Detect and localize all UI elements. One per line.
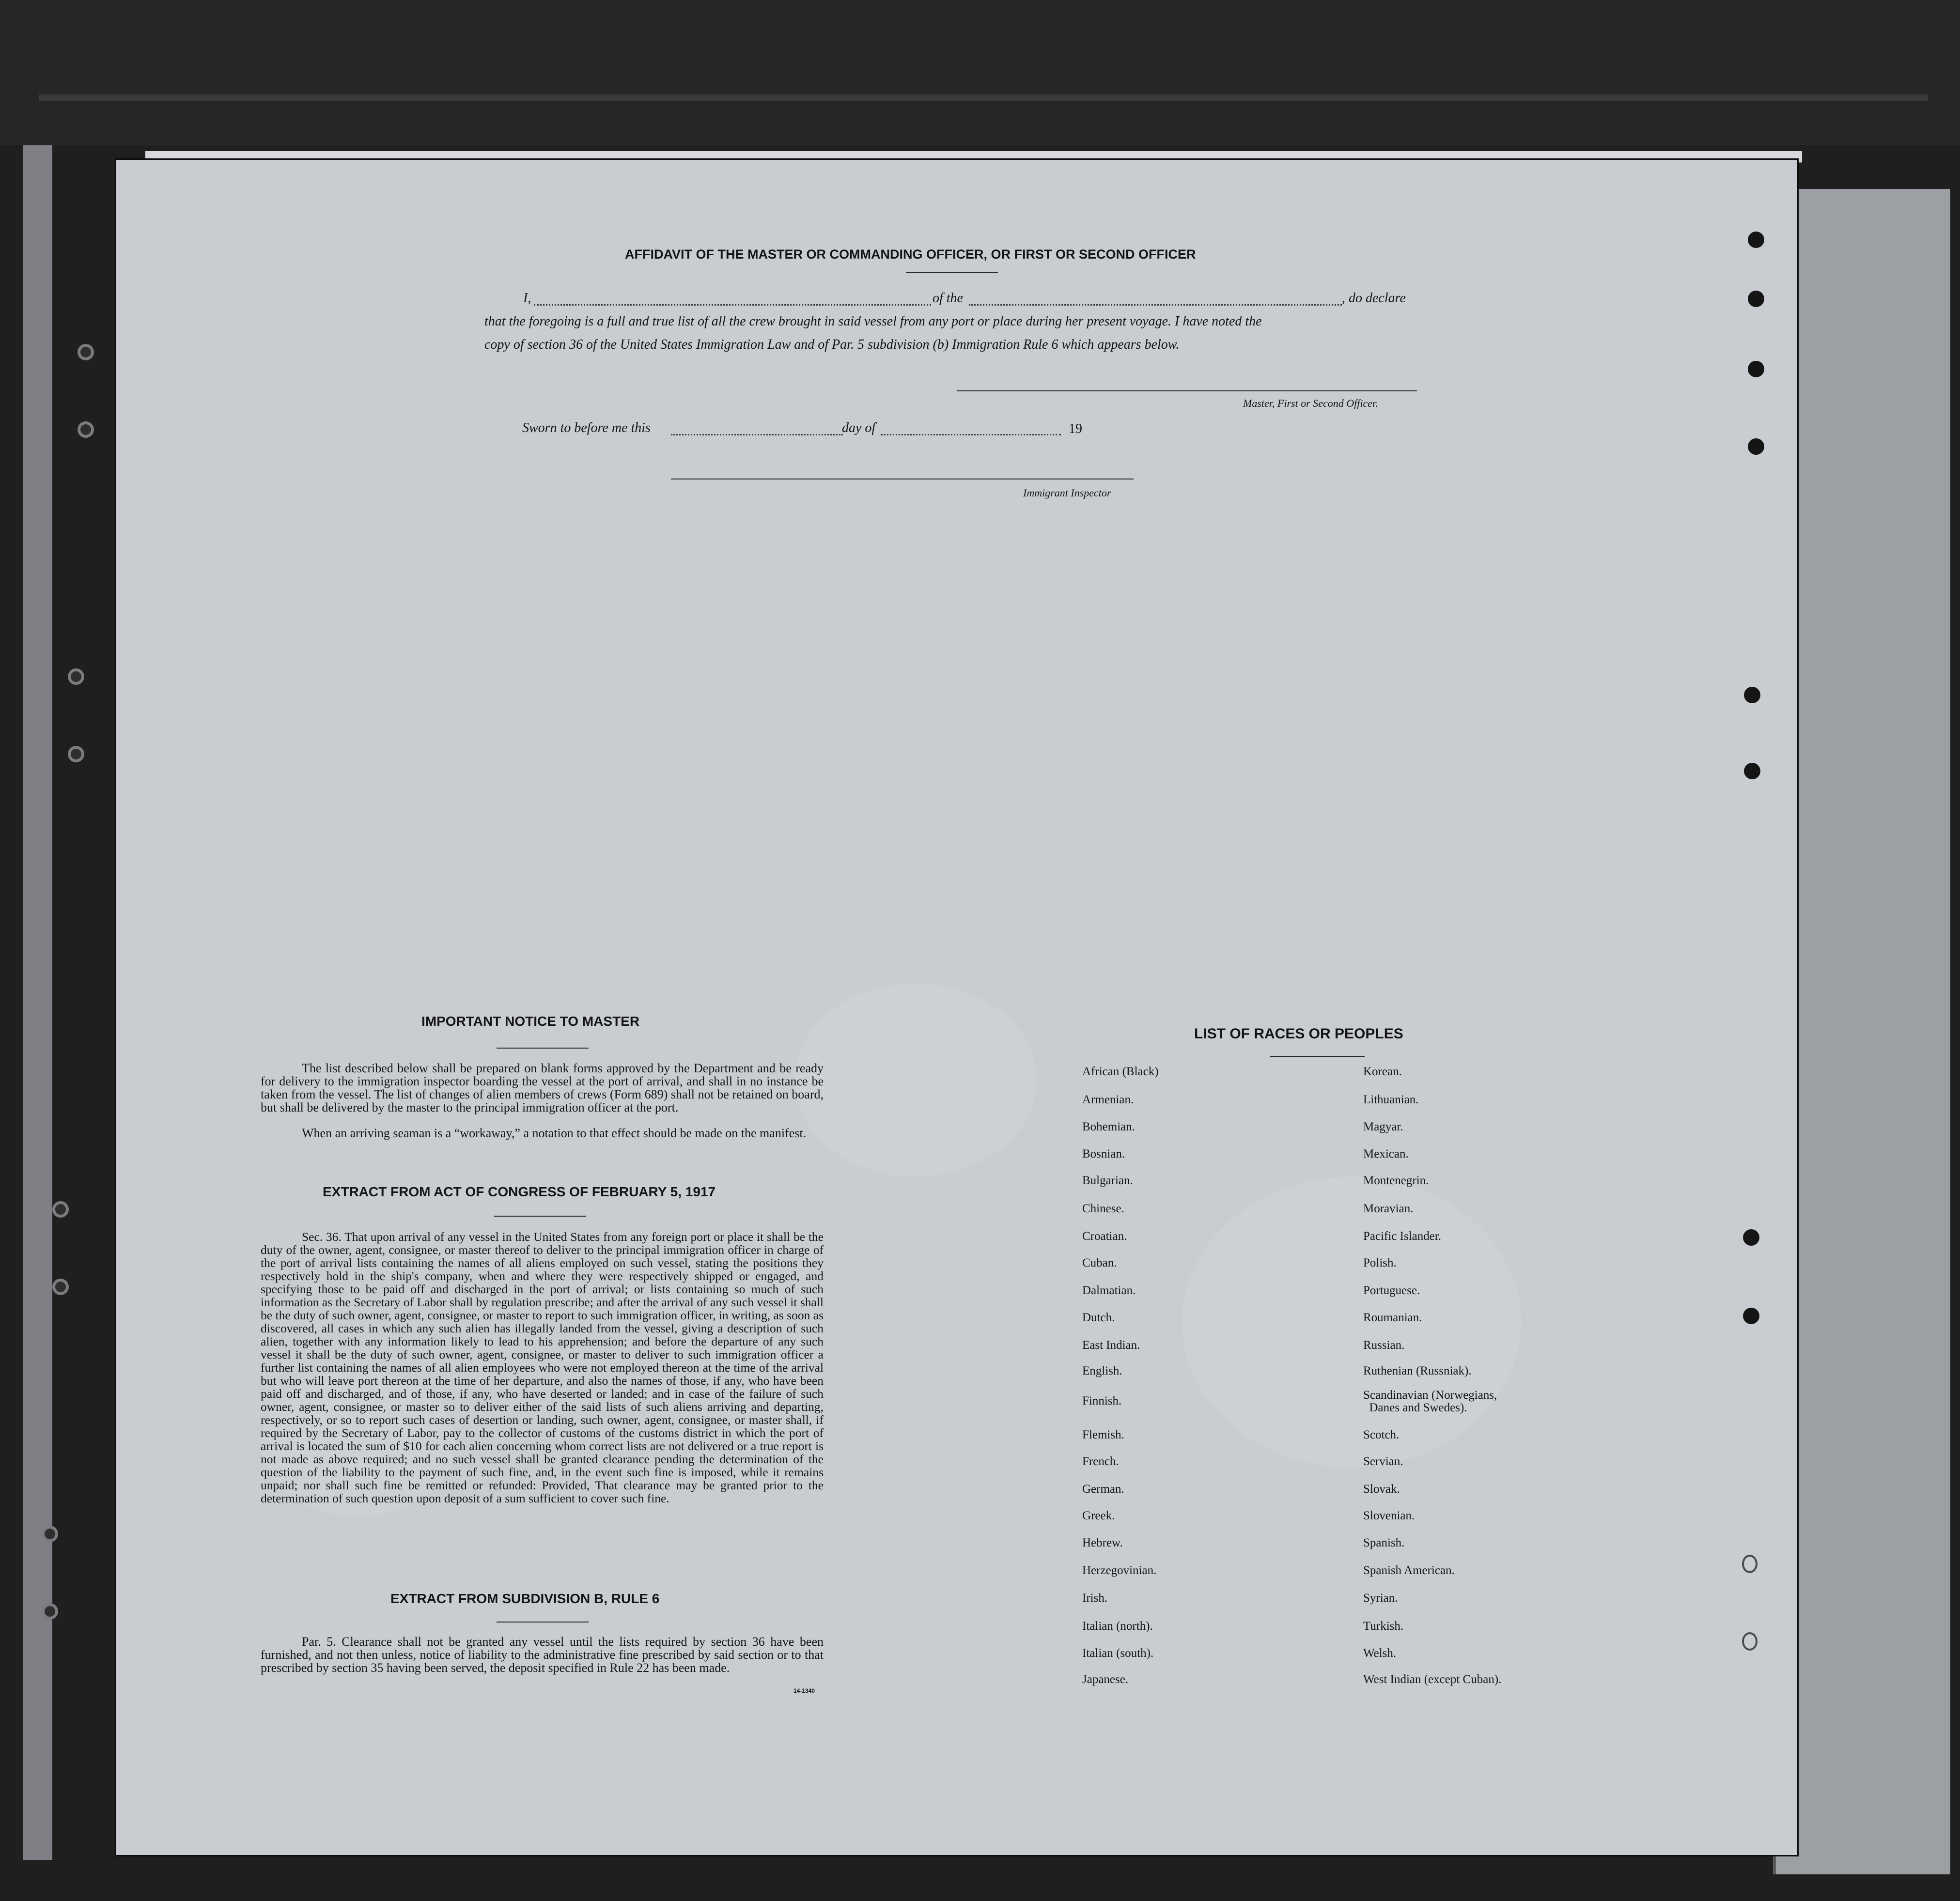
binder-hole-icon xyxy=(42,1603,58,1620)
races-divider xyxy=(1270,1056,1365,1057)
binder-hole-icon xyxy=(68,746,84,762)
race-item: Dalmatian. xyxy=(1082,1284,1136,1297)
race-item: Croatian. xyxy=(1082,1230,1127,1243)
scan-background-band xyxy=(39,94,1928,101)
race-item: Montenegrin. xyxy=(1363,1174,1429,1187)
paper-stain xyxy=(794,983,1037,1177)
race-item: Dutch. xyxy=(1082,1311,1115,1324)
race-item: Pacific Islander. xyxy=(1363,1230,1442,1243)
form-code: 14-1340 xyxy=(793,1687,815,1694)
rule-divider xyxy=(497,1622,589,1623)
act-extract-body: Sec. 36. That upon arrival of any vessel in the United States from any foreign port or place it shall be the duty of the owner, agent, consignee, or master thereof to deliver to the principal immigration officer in charge of the port of arrival lists containing the names of all aliens employed on such vessel, stating the positions they respectively hold in the ship's company, when and where they were respectively shipped or engaged, and specifying those to be paid off and discharged in the port of arrival; or lists containing so much of such information as the Secretary of Labor shall by regulation prescribe; and after the arrival of any such vessel it shall be the duty of such owner, agent, consignee, or master to report to such immigration officer, in writing, as soon as discovered, all cases in which any such alien has illegally landed from the vessel, giving a description of such alien, together with any information likely to lead to his apprehension; and before the departure of any such vessel it shall be the duty of such owner, agent, consignee, or master to deliver to such immigration officer a further list containing the names of all alien employees who were not employed thereon at the time of the arrival but who will leave port thereon at the time of her departure, and also the names of those, if any, who have been paid off and discharged, and of those, if any, who have deserted or landed; and in case of the failure of such owner, agent, consignee, or master so to deliver either of the said lists of such aliens arriving and departing, respectively, or so to report such cases of desertion or landing, such owner, agent, consignee, or master shall, if required by the Secretary of Labor, pay to the collector of customs of the customs district in which the port of arrival is located the sum of $10 for each alien concerning whom correct lists are not delivered or a true report is not made as above required; and no such vessel shall be granted clearance pending the determination of the question of the liability to the payment of such fine, and, in the event such fine is imposed, while it remains unpaid; nor shall such fine be remitted or refunded: Provided, That clearance may be granted prior to the determination of such question upon deposit of a sum sufficient to cover such fine. xyxy=(261,1230,824,1505)
binder-hole-icon xyxy=(1748,232,1764,248)
underlying-sheet-right xyxy=(1773,189,1950,1874)
race-item: Armenian. xyxy=(1082,1093,1134,1106)
race-item: Chinese. xyxy=(1082,1202,1124,1215)
race-item: East Indian. xyxy=(1082,1339,1140,1352)
race-item: Bosnian. xyxy=(1082,1147,1125,1160)
binder-hole-icon xyxy=(1743,1229,1759,1246)
binder-hole-icon xyxy=(1744,687,1760,703)
race-item: Slovenian. xyxy=(1363,1509,1415,1522)
race-item: German. xyxy=(1082,1483,1124,1496)
binder-hole-icon xyxy=(1742,1632,1758,1651)
race-item: Polish. xyxy=(1363,1256,1397,1269)
race-item: Russian. xyxy=(1363,1339,1405,1352)
notice-paragraph-1: The list described below shall be prepared on blank forms approved by the Department and be ready for delivery to the immigration inspector boarding the vessel at the port of arrival, and shall in no instance be taken from the vessel. The list of changes of alien members of crews (Form 689) shall not be retained on board, but shall be delivered by the master to the principal immigration officer at the port. xyxy=(261,1061,824,1114)
race-item: Turkish. xyxy=(1363,1620,1404,1633)
sworn-label: Sworn to before me this xyxy=(522,420,651,435)
year-prefix: 19 xyxy=(1069,421,1082,436)
race-item: West Indian (except Cuban). xyxy=(1363,1673,1502,1686)
binder-hole-icon xyxy=(1744,763,1760,779)
race-item: Scandinavian (Norwegians, Danes and Swedes). xyxy=(1363,1389,1497,1414)
race-item: Ruthenian (Russniak). xyxy=(1363,1364,1472,1377)
race-item: Cuban. xyxy=(1082,1256,1117,1269)
race-item: Magyar. xyxy=(1363,1120,1403,1133)
act-extract-title: EXTRACT FROM ACT OF CONGRESS OF FEBRUARY 5, 1917 xyxy=(323,1184,716,1199)
race-item: Bohemian. xyxy=(1082,1120,1136,1133)
binder-hole-icon xyxy=(1743,1308,1759,1324)
race-item: Slovak. xyxy=(1363,1483,1400,1496)
race-item: Welsh. xyxy=(1363,1647,1397,1660)
affidavit-line3: copy of section 36 of the United States Immigration Law and of Par. 5 subdivision (b) Immigration Rule 6 which appears below. xyxy=(484,337,1180,352)
paper-stain xyxy=(1182,1174,1521,1468)
race-item: Italian (south). xyxy=(1082,1647,1154,1660)
race-item: Lithuanian. xyxy=(1363,1093,1419,1106)
affidavit-i-label: I, xyxy=(523,291,531,306)
race-item: Spanish. xyxy=(1363,1536,1405,1549)
act-divider xyxy=(494,1216,586,1217)
notice-title: IMPORTANT NOTICE TO MASTER xyxy=(421,1014,640,1029)
binder-hole-icon xyxy=(1742,1555,1758,1573)
race-item: Portuguese. xyxy=(1363,1284,1420,1297)
binder-hole-icon xyxy=(78,421,94,438)
race-item: Bulgarian. xyxy=(1082,1174,1133,1187)
races-title: LIST OF RACES OR PEOPLES xyxy=(1194,1026,1403,1042)
binder-hole-icon xyxy=(1748,438,1764,455)
day-of-label: day of xyxy=(842,420,876,435)
race-item: Korean. xyxy=(1363,1065,1402,1078)
binder-hole-icon xyxy=(78,344,94,360)
binder-hole-icon xyxy=(52,1201,69,1218)
signature-line[interactable] xyxy=(957,390,1417,391)
binder-hole-icon xyxy=(1748,361,1764,377)
affidavit-title: AFFIDAVIT OF THE MASTER OR COMMANDING OFFICER, OR FIRST OR SECOND OFFICER xyxy=(625,247,1196,262)
race-item: English. xyxy=(1082,1364,1122,1377)
title-divider xyxy=(906,272,998,273)
binder-hole-icon xyxy=(1748,291,1764,307)
binder-hole-icon xyxy=(42,1526,58,1542)
affidavit-declare-label: , do declare xyxy=(1342,291,1406,306)
race-item: Hebrew. xyxy=(1082,1536,1123,1549)
race-item: Japanese. xyxy=(1082,1673,1129,1686)
binder-hole-icon xyxy=(52,1279,69,1295)
race-item: Greek. xyxy=(1082,1509,1115,1522)
notice-paragraph-2: When an arriving seaman is a “workaway,” a notation to that effect should be made on the manifest. xyxy=(302,1126,807,1140)
scan-background-top xyxy=(0,0,1960,145)
sworn-month-blank-line[interactable] xyxy=(881,434,1061,435)
name-blank-line[interactable] xyxy=(534,304,931,306)
race-item: Servian. xyxy=(1363,1455,1403,1468)
underlying-sheet-left xyxy=(23,145,52,1860)
race-item: Syrian. xyxy=(1363,1592,1398,1605)
race-item: African (Black) xyxy=(1082,1065,1159,1078)
signature-label: Master, First or Second Officer. xyxy=(1243,397,1378,409)
affidavit-of-the-label: of the xyxy=(933,291,963,306)
race-item: Spanish American. xyxy=(1363,1564,1455,1577)
binder-hole-icon xyxy=(68,668,84,685)
rule-extract-title: EXTRACT FROM SUBDIVISION B, RULE 6 xyxy=(390,1591,660,1606)
race-item: Herzegovinian. xyxy=(1082,1564,1157,1577)
notice-divider xyxy=(497,1048,589,1049)
race-item: Flemish. xyxy=(1082,1428,1124,1441)
inspector-label: Immigrant Inspector xyxy=(1023,487,1111,499)
sworn-day-blank-line[interactable] xyxy=(671,434,843,435)
affidavit-line2: that the foregoing is a full and true list of all the crew brought in said vessel from any port or place during her present voyage. I have noted the xyxy=(484,314,1262,329)
race-item: French. xyxy=(1082,1455,1119,1468)
race-item: Mexican. xyxy=(1363,1147,1409,1160)
vessel-blank-line[interactable] xyxy=(969,304,1342,306)
race-item: Irish. xyxy=(1082,1592,1108,1605)
race-item: Scotch. xyxy=(1363,1428,1400,1441)
race-item: Finnish. xyxy=(1082,1394,1122,1407)
rule-extract-body: Par. 5. Clearance shall not be granted any vessel until the lists required by section 36 have been furnished, and not then unless, notice of liability to the administrative fine prescribed by said section or to that prescribed by section 35 having been served, the deposit specified in Rule 22 has been made. xyxy=(261,1635,824,1675)
race-item: Moravian. xyxy=(1363,1202,1414,1215)
form-page xyxy=(116,160,1797,1855)
race-item: Italian (north). xyxy=(1082,1620,1153,1633)
race-item: Roumanian. xyxy=(1363,1311,1422,1324)
